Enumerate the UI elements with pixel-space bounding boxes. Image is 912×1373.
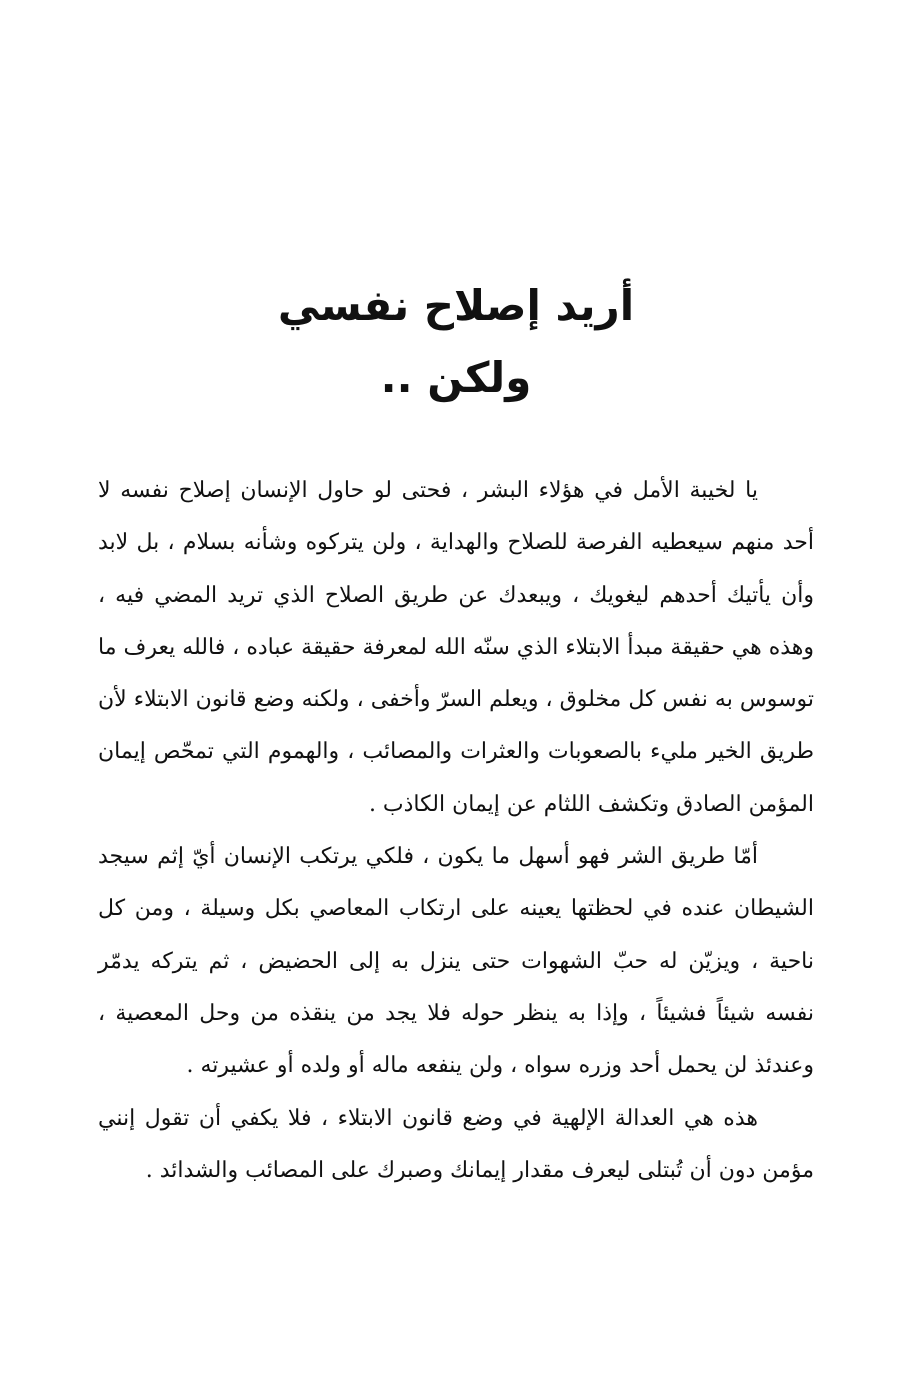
paragraph-1: يا لخيبة الأمل في هؤلاء البشر ، فحتى لو حاول الإنسان إصلاح نفسه لا أحد منهم سيعطيه الفرصة للصلاح والهداية ، ولن يتركوه وشأنه بسلام ، بل لابد وأن يأتيك أحدهم ليغويك ، ويبعدك عن طريق الصلاح الذي تريد المضي فيه ، وهذه هي حقيقة مبدأ الابتلاء الذي سنّه الله لمعرفة حقيقة عباده ، فالله يعرف ما توسوس به نفس كل مخلوق ، ويعلم السرّ وأخفى ، ولكنه وضع قانون الابتلاء لأن طريق الخير مليء بالصعوبات والعثرات والمصائب ، والهموم التي تمحّص إيمان المؤمن الصادق وتكشف اللثام عن إيمان الكاذب . (98, 478, 814, 817)
chapter-title (0, 270, 912, 414)
chapter-title-line-2: ولكن .. (380, 353, 532, 402)
paragraph-2: أمّا طريق الشر فهو أسهل ما يكون ، فلكي يرتكب الإنسان أيّ إثم سيجد الشيطان عنده في لحظتها يعينه على ارتكاب المعاصي بكل وسيلة ، ومن كل ناحية ، ويزيّن له حبّ الشهوات حتى ينزل به إلى الحضيض ، ثم يتركه يدمّر نفسه شيئاً فشيئاً ، وإذا به ينظر حوله فلا يجد من ينقذه من وحل المعصية ، وعندئذ لن يحمل أحد وزره سواه ، ولن ينفعه ماله أو ولده أو عشيرته . (98, 844, 814, 1079)
chapter-title-line-1: أريد إصلاح نفسي (277, 281, 635, 330)
chapter-body (98, 465, 814, 1197)
paragraph-3: هذه هي العدالة الإلهية في وضع قانون الابتلاء ، فلا يكفي أن تقول إنني مؤمن دون أن تُبتلى ليعرف مقدار إيمانك وصبرك على المصائب والشدائد . (98, 1105, 814, 1183)
